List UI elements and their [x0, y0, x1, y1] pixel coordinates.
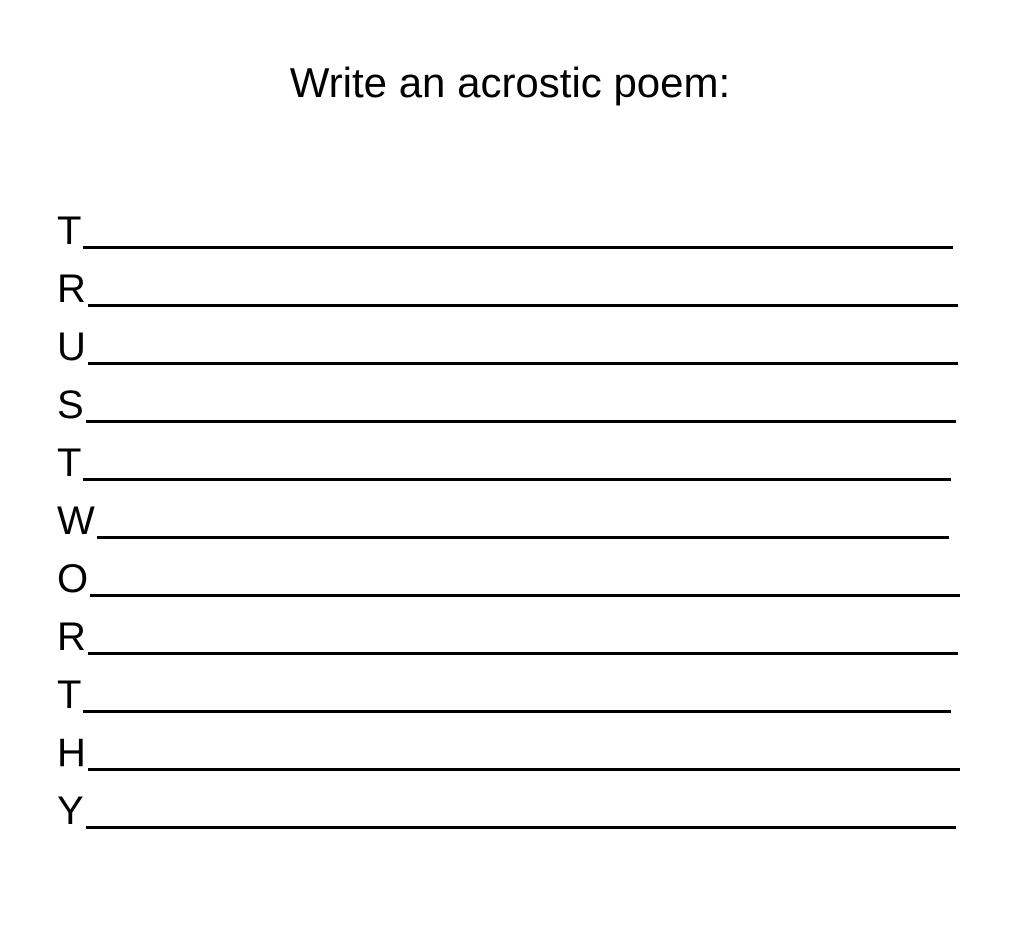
poem-line: [57, 598, 962, 659]
writing-blank: [83, 710, 951, 713]
writing-blank: [88, 304, 958, 307]
line-letter: T: [57, 673, 82, 717]
writing-blank: [88, 362, 958, 365]
line-letter: Y: [57, 789, 84, 833]
poem-line: [57, 482, 962, 543]
writing-blank: [97, 536, 949, 539]
line-letter: T: [57, 441, 82, 485]
poem-line: [57, 540, 962, 601]
line-letter: S: [57, 383, 84, 427]
writing-blank: [90, 594, 960, 597]
writing-blank: [86, 826, 956, 829]
writing-blank: [88, 768, 960, 771]
poem-line: [57, 192, 962, 253]
poem-line: [57, 308, 962, 369]
line-letter: W: [57, 499, 95, 543]
writing-blank: [86, 420, 956, 423]
poem-line: [57, 656, 962, 717]
poem-line: [57, 714, 962, 775]
line-letter: R: [57, 267, 86, 311]
line-letter: R: [57, 615, 86, 659]
acrostic-lines: [57, 192, 962, 833]
writing-blank: [88, 652, 958, 655]
poem-line: [57, 772, 962, 833]
line-letter: H: [57, 731, 86, 775]
worksheet-title: Write an acrostic poem:: [289, 59, 731, 106]
poem-line: [57, 250, 962, 311]
poem-line: [57, 424, 962, 485]
line-letter: T: [57, 209, 82, 253]
writing-blank: [83, 246, 953, 249]
writing-blank: [83, 478, 951, 481]
poem-line: [57, 366, 962, 427]
line-letter: O: [57, 557, 89, 601]
line-letter: U: [57, 325, 86, 369]
